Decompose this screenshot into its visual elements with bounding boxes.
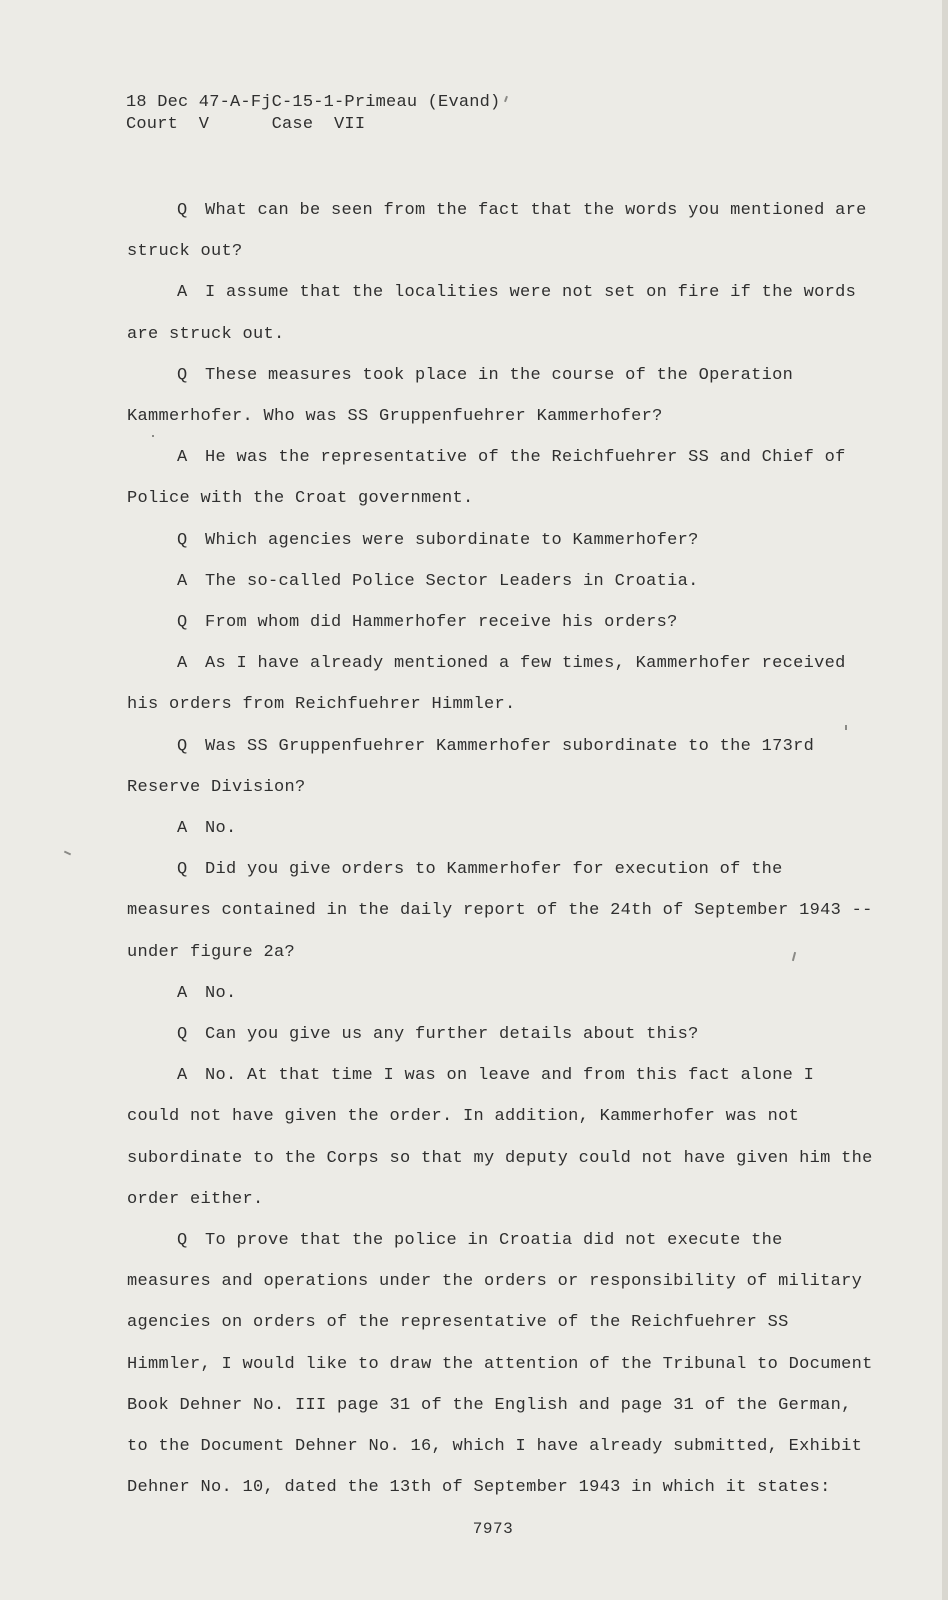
speaker-tag: Q	[177, 1025, 188, 1045]
speaker-tag: A	[177, 983, 188, 1003]
speaker-tag: A	[177, 654, 188, 674]
transcript-paragraph	[127, 520, 877, 561]
speaker-tag: Q	[177, 201, 188, 220]
paper-speck	[64, 851, 71, 856]
paragraph-text: The so-called Police Sector Leaders in Croatia.	[205, 571, 699, 591]
transcript-paragraph	[127, 272, 877, 354]
speaker-tag: Q	[177, 736, 188, 756]
speaker-tag: A	[177, 571, 188, 591]
paragraph-text: Which agencies were subordinate to Kammerhofer?	[205, 530, 699, 550]
speaker-tag: A	[177, 283, 188, 303]
transcript-paragraph	[127, 190, 877, 272]
paragraph-text: No.	[205, 983, 237, 1003]
transcript-paragraph	[127, 643, 877, 725]
paragraph-text: To prove that the police in Croatia did not execute the measures and operations under the orders or responsibility of military agencies on orders of the representative of the Reichfuehrer SS Himmler, I would like to draw the attention of the Tribunal to Document Book Dehner No. III page 31 of the English and page 31 of the German, to the Document Dehner No. 16, which I have already submitted, Exhibit Dehner No. 10, dated the 13th of September 1943 in which it states:	[127, 1231, 873, 1498]
speaker-tag: A	[177, 1066, 188, 1086]
paragraph-text: What can be seen from the fact that the words you mentioned are struck out?	[127, 201, 867, 262]
header-reference-line: 18 Dec 47-A-FjC-15-1-Primeau (Evand)	[126, 93, 501, 112]
transcript-paragraph	[127, 437, 877, 519]
speaker-tag: Q	[177, 613, 188, 633]
transcript-paragraph	[127, 355, 877, 437]
transcript-body	[127, 190, 877, 1509]
paragraph-text: He was the representative of the Reichfuehrer SS and Chief of Police with the Croat government.	[127, 448, 846, 509]
transcript-paragraph	[127, 849, 877, 973]
speaker-tag: Q	[177, 530, 188, 550]
paragraph-text: Can you give us any further details about this?	[205, 1025, 699, 1045]
paragraph-text: No. At that time I was on leave and from this fact alone I could not have given the order. In addition, Kammerhofer was not subordinate to the Corps so that my deputy could not have given him the order either.	[127, 1066, 873, 1209]
speaker-tag: Q	[177, 1231, 188, 1251]
speaker-tag: A	[177, 819, 188, 839]
transcript-paragraph	[127, 1014, 877, 1055]
speaker-tag: Q	[177, 860, 188, 880]
paper-speck	[504, 96, 508, 102]
transcript-paragraph	[127, 561, 877, 602]
paragraph-text: No.	[205, 819, 237, 839]
transcript-paragraph	[127, 726, 877, 808]
page-number: 7973	[472, 1520, 514, 1538]
paragraph-text: I assume that the localities were not set on fire if the words are struck out.	[127, 283, 857, 344]
paragraph-text: As I have already mentioned a few times, Kammerhofer received his orders from Reichfuehrer Himmler.	[127, 654, 846, 715]
paragraph-text: Was SS Gruppenfuehrer Kammerhofer subordinate to the 173rd Reserve Division?	[127, 736, 815, 797]
transcript-paragraph	[127, 602, 877, 643]
header-court-case-line: Court V Case VII	[126, 115, 366, 134]
paragraph-text: Did you give orders to Kammerhofer for execution of the measures contained in the daily report of the 24th of September 1943 -- under figure 2a?	[127, 860, 873, 962]
speaker-tag: Q	[177, 365, 188, 385]
transcript-paragraph	[127, 973, 877, 1014]
transcript-paragraph	[127, 808, 877, 849]
paper-speck	[152, 435, 154, 437]
page-edge-shadow	[942, 0, 948, 1600]
transcript-paragraph	[127, 1220, 877, 1508]
speaker-tag: A	[177, 448, 188, 468]
paper-speck	[845, 725, 847, 730]
document-header	[126, 92, 500, 136]
paragraph-text: From whom did Hammerhofer receive his orders?	[205, 613, 678, 633]
paragraph-text: These measures took place in the course of the Operation Kammerhofer. Who was SS Gruppenfuehrer Kammerhofer?	[127, 365, 794, 427]
transcript-paragraph	[127, 1055, 877, 1220]
